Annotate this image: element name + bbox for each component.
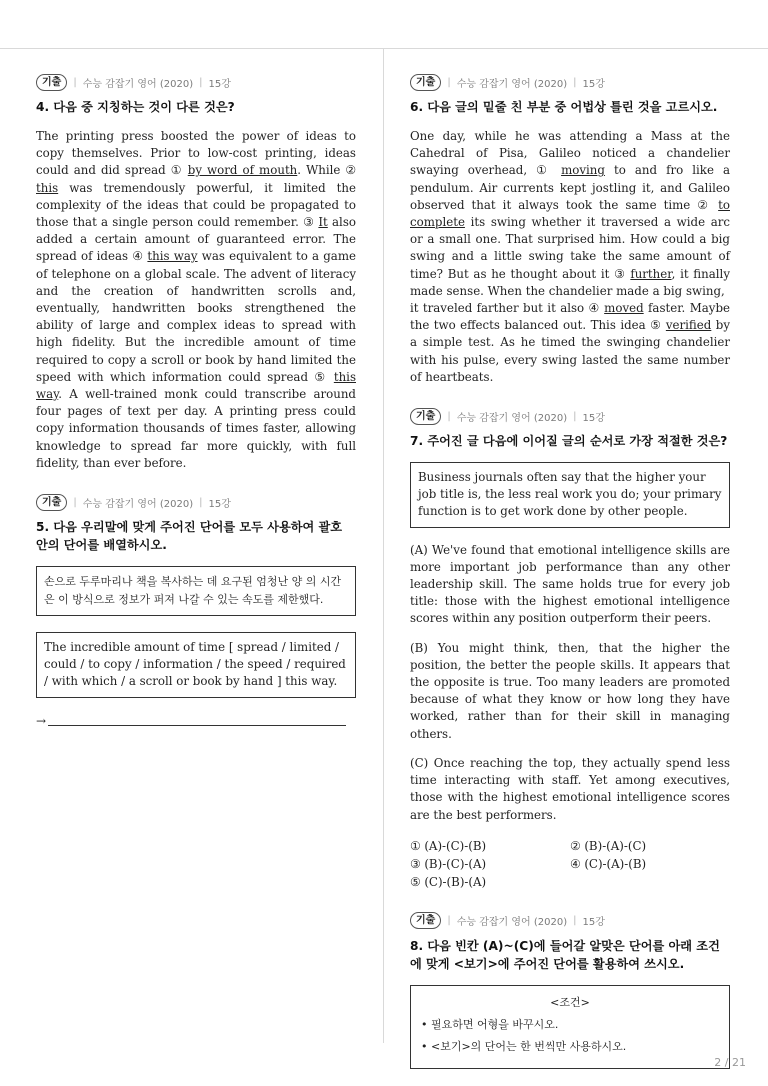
korean-sentence-box: 손으로 두루마리나 책을 복사하는 데 요구된 엄청난 양 의 시간은 이 방식으로 정보가 퍼져 나갈 수 있는 속도를 제한했다.: [36, 566, 356, 616]
arrow-icon: →: [36, 713, 47, 728]
page-number: 2 / 21: [714, 1056, 746, 1069]
source-label: 수능 감잡기 영어 (2020): [82, 78, 194, 90]
choice-4[interactable]: ④ (C)-(A)-(B): [570, 856, 647, 871]
lesson-label: 15강: [208, 498, 231, 510]
passage-text: . A well-trained monk could transcribe around four pages of text per day. A printing press could copy information thousands of times faster, allowing knowledge to spread far more quickly, with full fidelity, than ever before.: [36, 387, 356, 470]
separator: |: [73, 76, 77, 88]
choice-3[interactable]: ③ (B)-(C)-(A): [410, 856, 487, 871]
question-6-passage: [410, 128, 730, 386]
source-label: 수능 감잡기 영어 (2020): [82, 498, 194, 510]
question-7-title: 7. 주어진 글 다음에 이어질 글의 순서로 가장 적절한 것은?: [410, 434, 728, 449]
left-column: [36, 72, 356, 728]
question-8-title: 8. 다음 빈칸 (A)~(C)에 들어갈 알맞은 단어를 아래 조건에 맞게 <보기>에 주어진 단어를 활용하여 쓰시오.: [410, 938, 720, 971]
separator: |: [73, 496, 77, 508]
conditions-title: <조건>: [550, 995, 590, 1009]
question-6-tag-row: [410, 72, 730, 92]
tag-badge: 기출: [410, 74, 441, 91]
question-4-passage: [36, 128, 356, 472]
underlined-phrase-5: verified: [665, 318, 712, 333]
separator: |: [447, 76, 451, 88]
lesson-label: 15강: [582, 78, 605, 90]
passage-text: also added a certain amount of guaranteed error. The spread of ideas ④: [36, 215, 356, 264]
lesson-label: 15강: [582, 412, 605, 424]
condition-item-2: • <보기>의 단어는 한 번씩만 사용하시오.: [421, 1036, 719, 1058]
passage-text: was tremendously powerful, it limited the complexity of the ideas that could be propagated to those that a single person could remember. ③: [36, 180, 356, 230]
underlined-phrase-2: to complete: [410, 197, 730, 230]
paragraph-c: (C) Once reaching the top, they actually spend less time interacting with staff. Yet among executives, those with the highest emotional intelligence scores are the best performers.: [410, 755, 730, 822]
question-6-title: 6. 다음 글의 밑줄 친 부분 중 어법상 틀린 것을 고르시오.: [410, 100, 718, 114]
source-label: 수능 감잡기 영어 (2020): [456, 412, 568, 424]
passage-text: , it finally made sense. When the chandelier made a big swing,: [410, 266, 730, 298]
tag-badge: 기출: [410, 408, 441, 425]
question-7-tag-row: [410, 406, 730, 426]
underlined-phrase-3: It: [318, 215, 328, 230]
source-label: 수능 감잡기 영어 (2020): [456, 78, 568, 90]
separator: |: [573, 915, 577, 927]
underlined-phrase-1: moving: [561, 163, 605, 178]
choice-5[interactable]: ⑤ (C)-(B)-(A): [410, 874, 487, 889]
answer-blank[interactable]: [48, 715, 346, 726]
answer-line: [36, 714, 356, 728]
top-rule: [0, 48, 768, 49]
question-8-tag-row: [410, 911, 730, 931]
condition-item-1: • 필요하면 어형을 바꾸시오.: [421, 1014, 719, 1036]
passage-text: faster. Maybe the two effects balanced out. This idea ⑤: [410, 301, 731, 333]
lesson-label: 15강: [582, 917, 605, 929]
passage-text: to and fro like a pendulum. Air currents kept jostling it, and Galileo observed that it always took the same time ②: [410, 163, 730, 212]
separator: |: [199, 496, 203, 508]
underlined-phrase-1: by word of mouth: [187, 163, 298, 178]
choice-2[interactable]: ② (B)-(A)-(C): [570, 838, 647, 853]
underlined-phrase-2: this: [36, 180, 59, 195]
tag-badge: 기출: [36, 74, 67, 91]
underlined-phrase-4: this way: [147, 249, 198, 264]
question-5-tag-row: [36, 492, 356, 512]
choice-1[interactable]: ① (A)-(C)-(B): [410, 838, 487, 853]
passage-text: by a simple test. As he timed the swinging chandelier with his pulse, every swing lasted the same number of heartbeats.: [410, 318, 730, 384]
question-5-title: 5. 다음 우리말에 맞게 주어진 단어를 모두 사용하여 괄호 안의 단어를 배열하시오.: [36, 520, 343, 553]
passage-text: One day, while he was attending a Mass at the Cahedral of Pisa, Galileo noticed a chandelier swaying overhead, ①: [410, 129, 730, 178]
column-divider: [383, 48, 384, 1043]
passage-text: was equivalent to a game of telephone on a global scale. The advent of literacy and the creation of handwritten scrolls and, eventually, handwritten books strengthened the ability of large and complex ideas to spread with high fidelity. But the incredible amount of time required to copy a scroll or book by hand limited the speed with which information could spread ⑤: [36, 249, 357, 384]
lesson-label: 15강: [208, 78, 231, 90]
source-label: 수능 감잡기 영어 (2020): [456, 917, 568, 929]
separator: |: [447, 410, 451, 422]
passage-text: its swing whether it traversed a wide arc or a small one. That surprised him. How could a big swing and a little swing take the same amount of time? But as he thought about it ③: [410, 215, 730, 281]
underlined-phrase-4: moved: [604, 301, 644, 316]
separator: |: [199, 76, 203, 88]
tag-badge: 기출: [410, 912, 441, 929]
conditions-box: [410, 985, 730, 1069]
separator: |: [573, 76, 577, 88]
english-sentence-box: The incredible amount of time [ spread / limited / could / to copy / information / the speed / required / with which / a scroll or book by hand ] this way.: [36, 632, 356, 698]
passage-text: The printing press boosted the power of ideas to copy themselves. Prior to low-cost printing, ideas could and did spread ①: [36, 129, 356, 178]
separator: |: [447, 915, 451, 927]
answer-choices: [410, 838, 730, 891]
passage-text: it traveled farther but it also ④: [410, 301, 605, 316]
passage-text: . While ②: [297, 163, 356, 178]
tag-badge: 기출: [36, 494, 67, 511]
right-column: [410, 72, 730, 1069]
question-4-title: 4. 다음 중 지칭하는 것이 다른 것은?: [36, 100, 235, 114]
question-4-tag-row: [36, 72, 356, 92]
separator: |: [573, 410, 577, 422]
underlined-phrase-5: this way: [36, 369, 356, 402]
paragraph-a: (A) We've found that emotional intelligence skills are more important job performance than any other leadership skill. The same holds true for every job title: those with the highest emotional intelligence scores within any position outperform their peers.: [410, 542, 730, 626]
underlined-phrase-3: further: [630, 266, 672, 281]
given-passage-box: Business journals often say that the higher your job title is, the less real work you do; your primary function is to get work done by other people.: [410, 462, 730, 528]
paragraph-b: (B) You might think, then, that the higher the position, the better the people skills. It appears that the opposite is true. Too many leaders are promoted because of what they know or how long they have worked, rather than for their skill in managing others.: [410, 640, 730, 741]
